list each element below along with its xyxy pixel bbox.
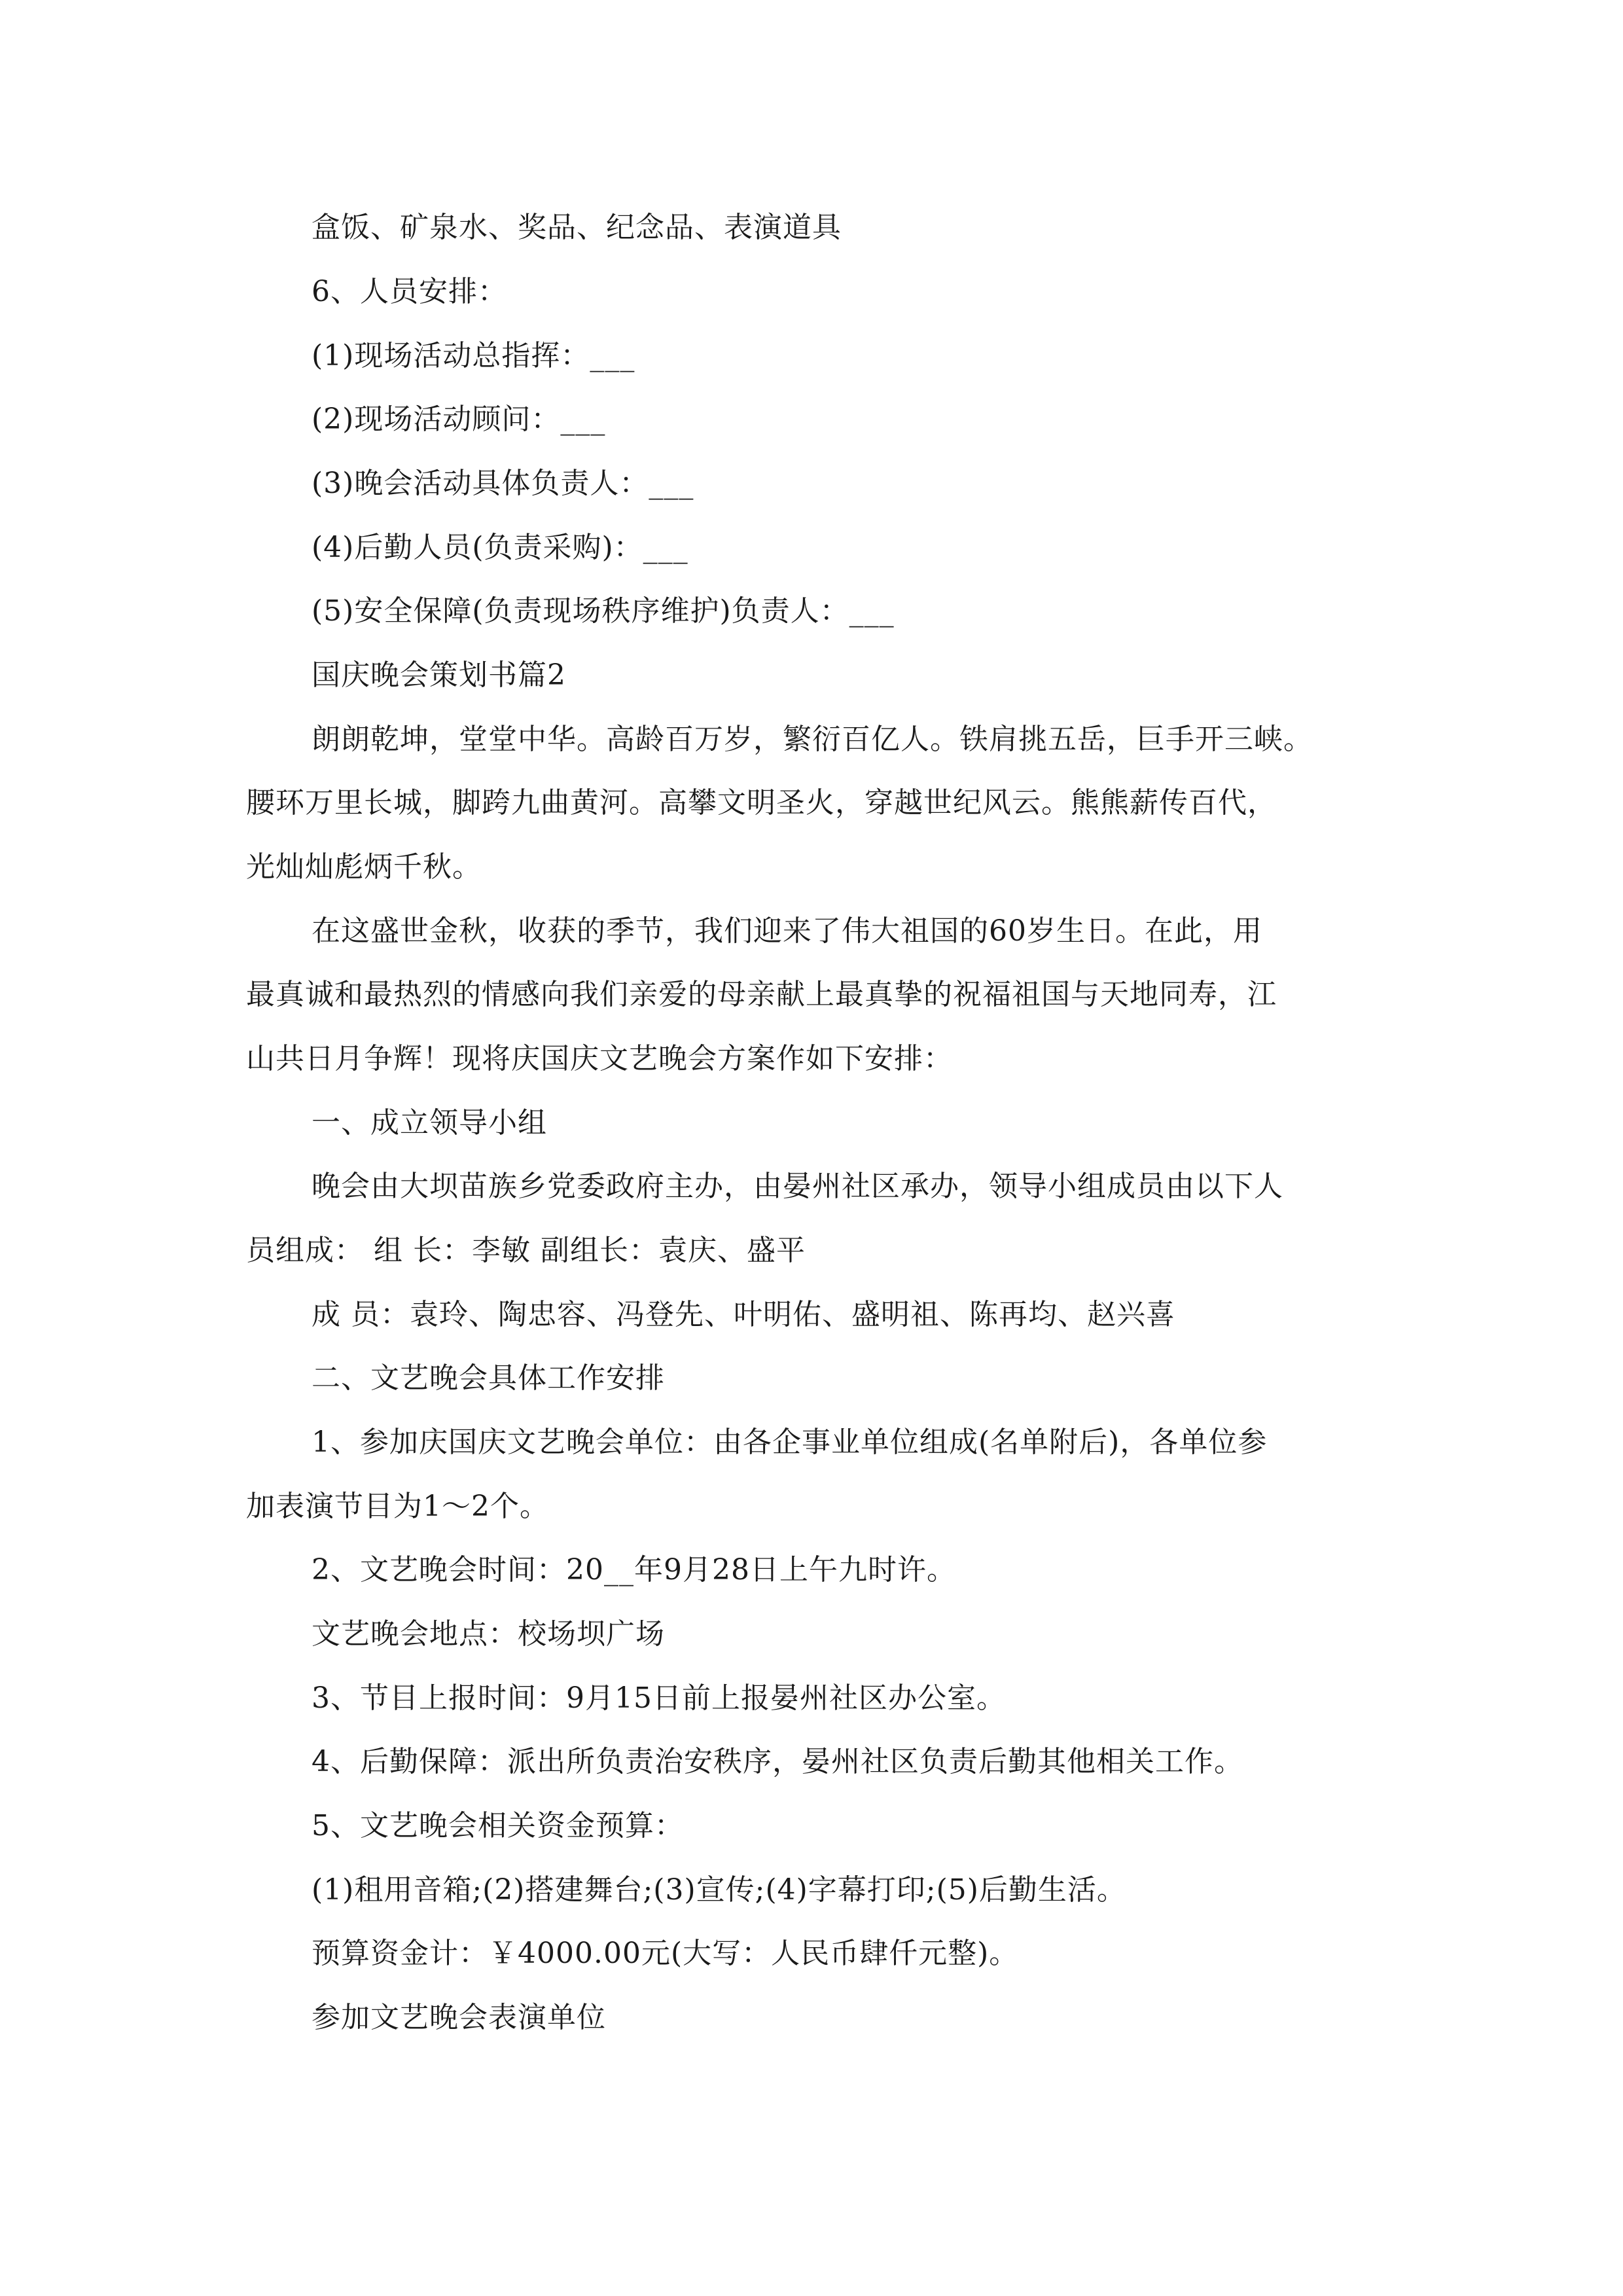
paragraph-staffing-heading: 6、人员安排： [312,275,507,308]
paragraph-logistics: (4)后勤人员(负责采购)：___ [312,531,688,564]
paragraph-budget-heading: 5、文艺晚会相关资金预算： [312,1809,684,1842]
paragraph-time: 2、文艺晚会时间：20__年9月28日上午九时许。 [312,1553,956,1587]
intro-line: 腰环万里长城，脚跨九曲黄河。高攀文明圣火，穿越世纪风云。熊熊薪传百代， [246,786,1277,819]
paragraph-advisor: (2)现场活动顾问：___ [312,403,606,436]
section-title-part2: 国庆晚会策划书篇2 [312,658,566,692]
section-heading-1: 一、成立领导小组 [312,1106,547,1139]
paragraph-venue: 文艺晚会地点：校场坝广场 [312,1617,665,1651]
paragraph-line: 1、参加庆国庆文艺晚会单位：由各企事业单位组成(名单附后)，各单位参 [312,1426,1268,1459]
paragraph-security: (5)安全保障(负责现场秩序维护)负责人：___ [312,594,895,628]
intro-line: 光灿灿彪炳千秋。 [246,850,482,884]
intro-line: 朗朗乾坤，堂堂中华。高龄百万岁，繁衍百亿人。铁肩挑五岳，巨手开三峡。 [312,723,1313,756]
paragraph-logistics-support: 4、后勤保障：派出所负责治安秩序，晏州社区负责后勤其他相关工作。 [312,1745,1243,1778]
paragraph-chief-commander: (1)现场活动总指挥：___ [312,339,635,372]
paragraph-members: 成 员：袁玲、陶忠容、冯登先、叶明佑、盛明祖、陈再均、赵兴喜 [312,1298,1175,1331]
paragraph-supplies: 盒饭、矿泉水、奖品、纪念品、表演道具 [312,211,842,244]
paragraph-line: 员组成： 组 长：李敏 副组长：袁庆、盛平 [246,1234,806,1267]
paragraph-budget-items: (1)租用音箱;(2)搭建舞台;(3)宣传;(4)字幕打印;(5)后勤生活。 [312,1873,1126,1907]
section-heading-2: 二、文艺晚会具体工作安排 [312,1361,665,1395]
paragraph-budget-total: 预算资金计：￥4000.00元(大写：人民币肆仟元整)。 [312,1937,1019,1970]
paragraph-line: 加表演节目为1～2个。 [246,1490,549,1523]
paragraph-line: 最真诚和最热烈的情感向我们亲爱的母亲献上最真挚的祝福祖国与天地同寿，江 [246,978,1277,1011]
paragraph-line: 晚会由大坝苗族乡党委政府主办，由晏州社区承办，领导小组成员由以下人 [312,1170,1283,1203]
paragraph-event-lead: (3)晚会活动具体负责人：___ [312,467,694,500]
paragraph-line: 在这盛世金秋，收获的季节，我们迎来了伟大祖国的60岁生日。在此，用 [312,914,1262,948]
paragraph-line: 山共日月争辉！现将庆国庆文艺晚会方案作如下安排： [246,1042,953,1075]
paragraph-submission: 3、节目上报时间：9月15日前上报晏州社区办公室。 [312,1681,1006,1715]
paragraph-units-heading: 参加文艺晚会表演单位 [312,2001,606,2034]
